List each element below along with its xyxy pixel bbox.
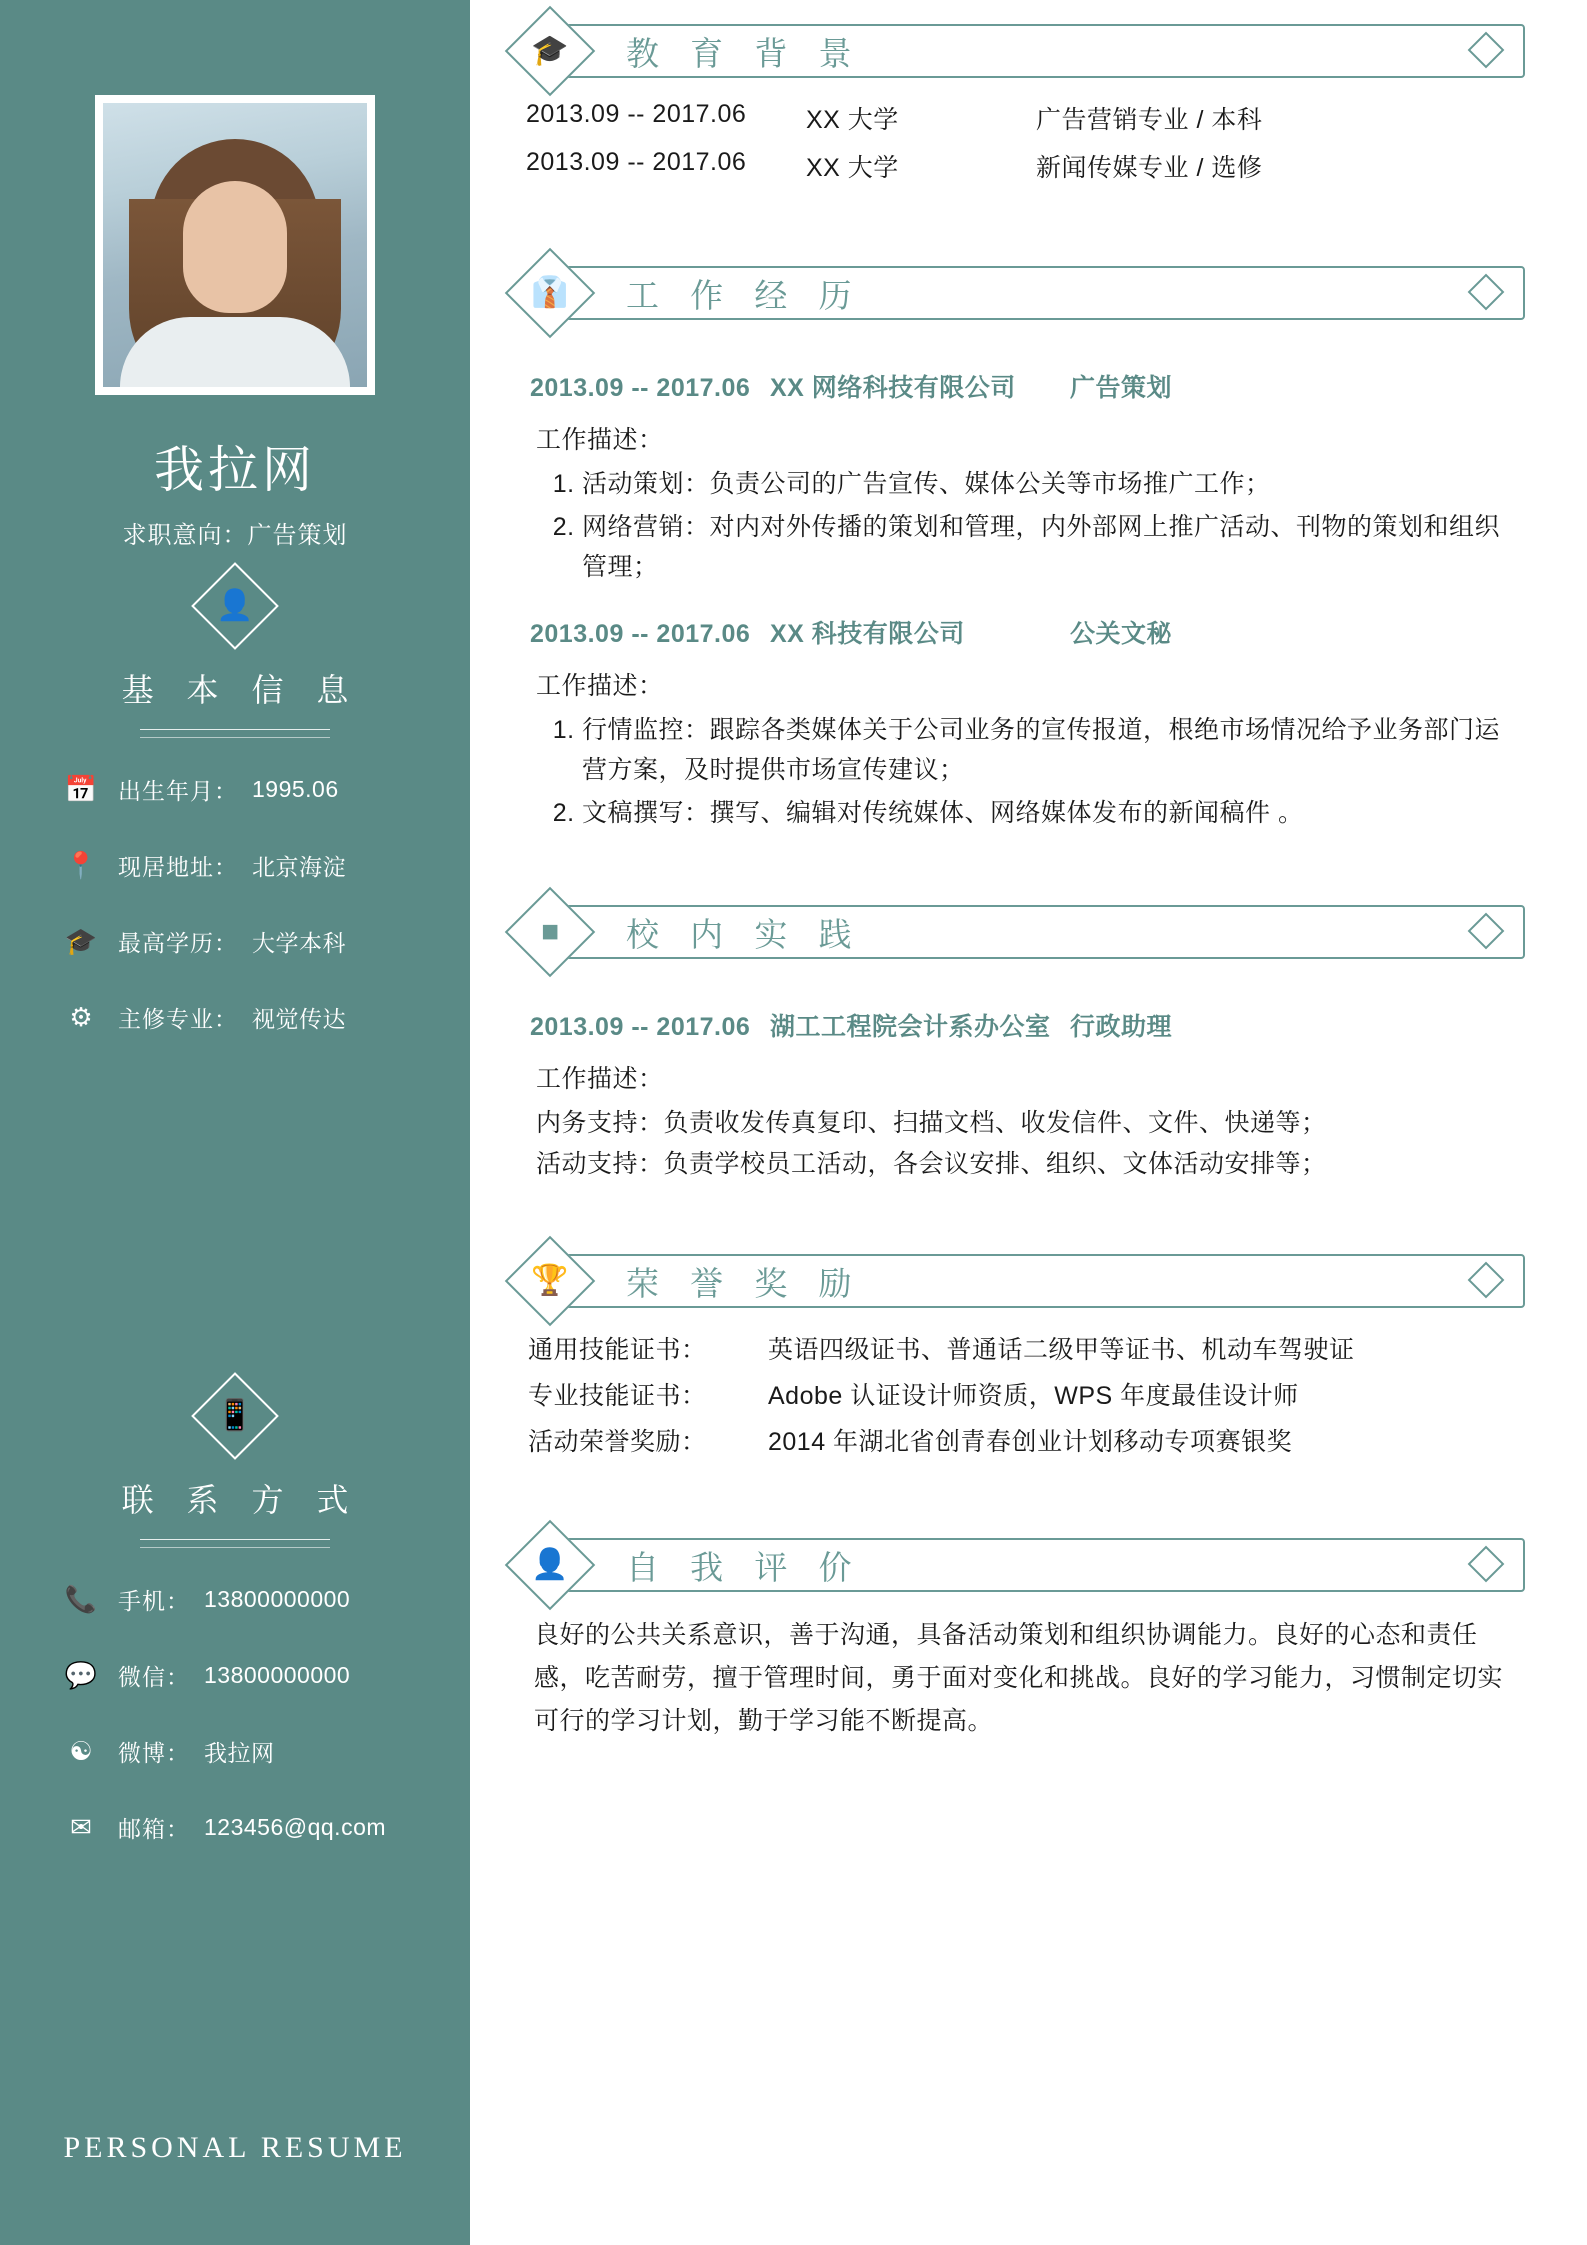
job-header xyxy=(530,1007,1525,1043)
evaluation-text: 良好的公共关系意识，善于沟通，具备活动策划和组织协调能力。良好的心态和责任感，吃苦耐劳，擅于管理时间，勇于面对变化和挑战。良好的学习能力，习惯制定切实可行的学习计划，勤于学习能不断提高。 xyxy=(534,1621,1504,1735)
section-header-evaluation xyxy=(518,1532,1525,1598)
job-desc-list xyxy=(526,710,1525,834)
list-item xyxy=(62,1656,470,1694)
info-label: 最高学历： xyxy=(118,929,238,956)
avatar xyxy=(95,95,375,395)
education-date: 2013.09 -- 2017.06 xyxy=(526,148,747,176)
section-header-campus xyxy=(518,899,1525,965)
section-title: 校 内 实 践 xyxy=(626,915,863,953)
job-company: XX 网络科技有限公司 xyxy=(770,374,1016,402)
info-value: 13800000000 xyxy=(204,1661,351,1688)
list-item: 2. 文稿撰写：撰写、编辑对传统媒体、网络媒体发布的新闻稿件 。 xyxy=(582,793,1525,834)
education-date: 2013.09 -- 2017.06 xyxy=(526,100,747,128)
job-date: 2013.09 -- 2017.06 xyxy=(530,619,751,648)
section-header-work xyxy=(518,260,1525,326)
honor-label: 通用技能证书： xyxy=(528,1336,707,1364)
section-title: 教 育 背 景 xyxy=(626,34,863,72)
phone-icon: 📞 xyxy=(64,1583,98,1614)
job-role: 广告策划 xyxy=(1070,374,1173,402)
graduation-cap-icon: 🎓 xyxy=(64,925,98,956)
job-role: 公关文秘 xyxy=(1070,619,1173,648)
portrait-body xyxy=(120,317,350,387)
education-school: XX 大学 xyxy=(806,106,899,134)
list-item xyxy=(62,922,470,960)
calendar-icon: 📅 xyxy=(64,773,98,804)
mail-icon: ✉ xyxy=(70,1811,92,1842)
table-row xyxy=(528,1376,1525,1412)
info-value: 123456@qq.com xyxy=(204,1813,387,1840)
wechat-icon: 💬 xyxy=(64,1659,98,1690)
contact-badge xyxy=(0,1385,470,1447)
list-item xyxy=(62,1808,470,1846)
job-date: 2013.09 -- 2017.06 xyxy=(530,1013,751,1041)
contact-badge-icon: 📱 xyxy=(191,1372,279,1460)
main-content xyxy=(470,0,1587,2245)
sidebar xyxy=(0,0,470,2245)
job-objective: 求职意向：广告策划 xyxy=(122,522,348,549)
contact-list xyxy=(0,1580,470,1846)
education-block xyxy=(518,90,1525,184)
job-desc-label: 工作描述： xyxy=(536,426,664,454)
job-role: 行政助理 xyxy=(1070,1013,1173,1041)
table-row xyxy=(526,100,1525,136)
section-title: 自 我 评 价 xyxy=(626,1548,863,1586)
job-desc-list xyxy=(526,464,1525,588)
honor-label: 活动荣誉奖励： xyxy=(528,1428,707,1456)
windows-grid-icon: ■ xyxy=(505,887,596,978)
location-pin-icon: 📍 xyxy=(64,849,98,880)
honor-value: 2014 年湖北省创青春创业计划移动专项赛银奖 xyxy=(768,1428,1293,1456)
list-item xyxy=(62,998,470,1036)
info-label: 现居地址： xyxy=(118,853,238,880)
honor-label: 专业技能证书： xyxy=(528,1382,707,1410)
honor-value: 英语四级证书、普通话二级甲等证书、机动车驾驶证 xyxy=(768,1336,1355,1364)
info-value: 1995.06 xyxy=(252,775,339,802)
divider xyxy=(140,729,330,730)
campus-line: 内务支持：负责收发传真复印、扫描文档、收发信件、文件、快递等； xyxy=(536,1109,1327,1137)
job-header xyxy=(530,368,1525,404)
honors-block xyxy=(518,1320,1525,1458)
basic-info-title: 基 本 信 息 xyxy=(121,672,361,708)
info-label: 微信： xyxy=(118,1663,190,1690)
section-title: 工 作 经 历 xyxy=(626,276,863,314)
campus-line: 活动支持：负责学校员工活动，各会议安排、组织、文体活动安排等； xyxy=(536,1149,1327,1178)
weibo-icon: ☯ xyxy=(69,1735,93,1766)
info-value: 视觉传达 xyxy=(252,1005,346,1032)
footer-title: PERSONAL RESUME xyxy=(63,2131,407,2164)
section-header-honors xyxy=(518,1248,1525,1314)
evaluation-block xyxy=(518,1604,1525,1743)
education-major: 新闻传媒专业 / 选修 xyxy=(1036,154,1263,182)
job-company: 湖工工程院会计系办公室 xyxy=(770,1013,1051,1041)
info-label: 主修专业： xyxy=(118,1005,238,1032)
list-item: 2. 网络营销：对内对外传播的策划和管理，内外部网上推广活动、刊物的策划和组织管理； xyxy=(582,507,1525,588)
portrait-photo xyxy=(103,103,367,387)
info-value: 北京海淀 xyxy=(252,853,346,880)
info-value: 我拉网 xyxy=(204,1739,275,1766)
job-date: 2013.09 -- 2017.06 xyxy=(530,374,751,402)
list-item xyxy=(62,1732,470,1770)
work-block xyxy=(518,332,1525,833)
trophy-icon: 🏆 xyxy=(505,1236,596,1327)
candidate-name: 我拉网 xyxy=(154,442,316,498)
job-company: XX 科技有限公司 xyxy=(770,619,965,648)
job-desc-label: 工作描述： xyxy=(536,671,664,700)
list-item xyxy=(62,846,470,884)
necktie-icon: 👔 xyxy=(505,248,596,339)
person-badge-icon: 👤 xyxy=(505,1520,596,1611)
section-title: 荣 誉 奖 励 xyxy=(626,1264,863,1302)
person-badge-icon: 👤 xyxy=(191,562,279,650)
list-item xyxy=(62,770,470,808)
table-row xyxy=(528,1330,1525,1366)
job-header xyxy=(530,614,1525,650)
portrait-face xyxy=(183,181,287,313)
table-row xyxy=(528,1422,1525,1458)
education-school: XX 大学 xyxy=(806,154,899,182)
divider xyxy=(140,1539,330,1540)
info-value: 13800000000 xyxy=(204,1585,351,1612)
job-desc-label: 工作描述： xyxy=(536,1065,664,1093)
section-header-education xyxy=(518,18,1525,84)
education-major: 广告营销专业 / 本科 xyxy=(1036,106,1263,134)
basic-info-badge xyxy=(0,575,470,637)
list-item: 1. 活动策划：负责公司的广告宣传、媒体公关等市场推广工作； xyxy=(582,464,1525,505)
honor-value: Adobe 认证设计师资质，WPS 年度最佳设计师 xyxy=(768,1382,1299,1410)
campus-block xyxy=(518,971,1525,1184)
contact-title: 联 系 方 式 xyxy=(121,1482,361,1518)
table-row xyxy=(526,148,1525,184)
basic-info-list xyxy=(0,770,470,1036)
info-label: 手机： xyxy=(118,1587,190,1614)
graduation-cap-icon: 🎓 xyxy=(505,6,596,97)
list-item xyxy=(62,1580,470,1618)
gear-icon: ⚙ xyxy=(69,1001,93,1032)
info-label: 出生年月： xyxy=(118,777,238,804)
info-label: 微博： xyxy=(118,1739,190,1766)
info-label: 邮箱： xyxy=(118,1815,190,1842)
list-item: 1. 行情监控：跟踪各类媒体关于公司业务的宣传报道，根绝市场情况给予业务部门运营方案，及时提供市场宣传建议； xyxy=(582,710,1525,791)
info-value: 大学本科 xyxy=(252,929,346,956)
